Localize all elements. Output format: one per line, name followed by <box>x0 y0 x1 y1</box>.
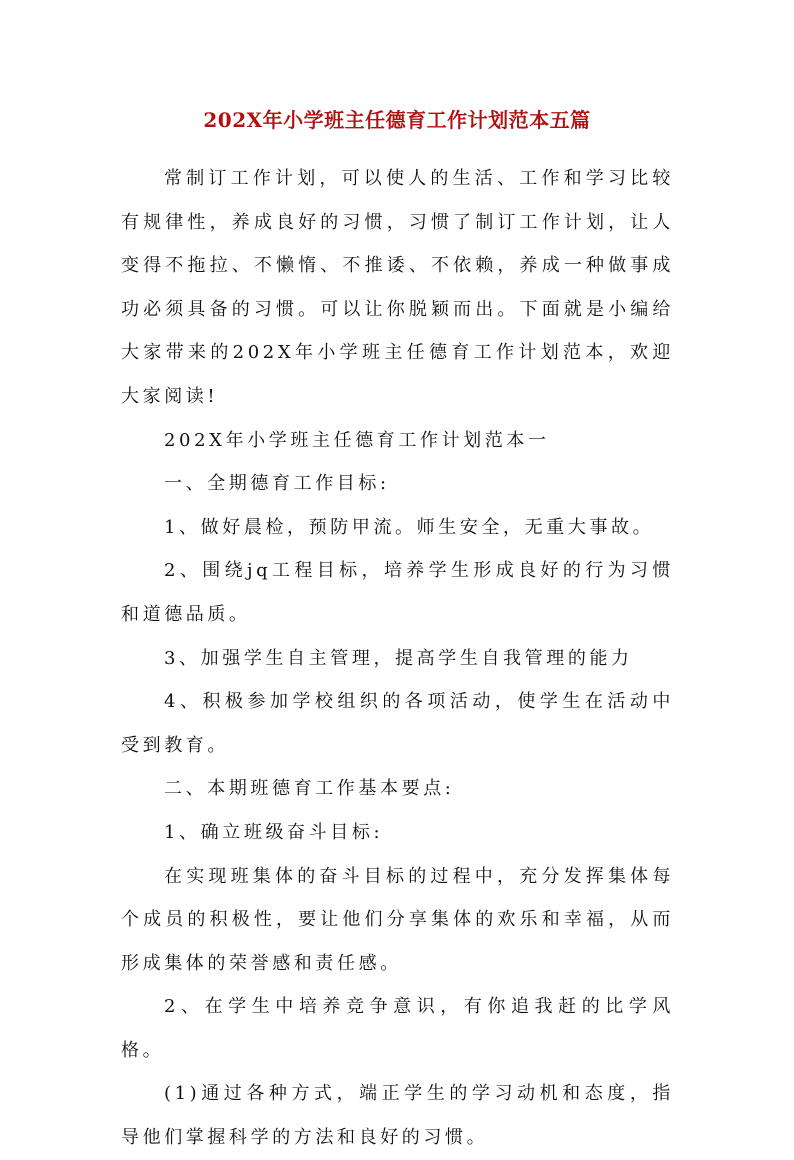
paragraph-point-1: 1、确立班级奋斗目标: <box>164 821 384 843</box>
paragraph-goal-4: 4、积极参加学校组织的各项活动，使学生在活动中受到教育。 <box>121 691 674 756</box>
paragraph-heading-points: 二、本期班德育工作基本要点: <box>164 778 455 800</box>
paragraph-point-1-detail: 在实现班集体的奋斗目标的过程中，充分发挥集体每个成员的积极性，要让他们分享集体的欢乐和幸福，从而形成集体的荣誉感和责任感。 <box>121 865 674 974</box>
paragraph-goal-1: 1、做好晨检，预防甲流。师生安全，无重大事故。 <box>164 516 655 538</box>
paragraph-point-2: 2、在学生中培养竞争意识，有你追我赶的比学风格。 <box>121 996 674 1061</box>
document-body <box>121 157 674 1160</box>
document-title: 202X年小学班主任德育工作计划范本五篇 <box>203 108 591 132</box>
paragraph-section-title: 202X年小学班主任德育工作计划范本一 <box>164 429 550 451</box>
paragraph-intro: 常制订工作计划，可以使人的生活、工作和学习比较有规律性，养成良好的习惯，习惯了制订工作计划，让人变得不拖拉、不懒惰、不推诿、不依赖，养成一种做事成功必须具备的习惯。可以让你脱颖而出。下面就是小编给大家带来的202X年小学班主任德育工作计划范本，欢迎大家阅读! <box>121 168 674 407</box>
paragraph-heading-goals: 一、全期德育工作目标: <box>164 473 390 495</box>
paragraph-goal-3: 3、加强学生自主管理，提高学生自我管理的能力 <box>164 647 633 669</box>
paragraph-point-2-sub-1: (1)通过各种方式，端正学生的学习动机和态度，指导他们掌握科学的方法和良好的习惯。 <box>121 1083 674 1149</box>
paragraph-goal-2: 2、围绕jq工程目标，培养学生形成良好的行为习惯和道德品质。 <box>121 560 674 625</box>
